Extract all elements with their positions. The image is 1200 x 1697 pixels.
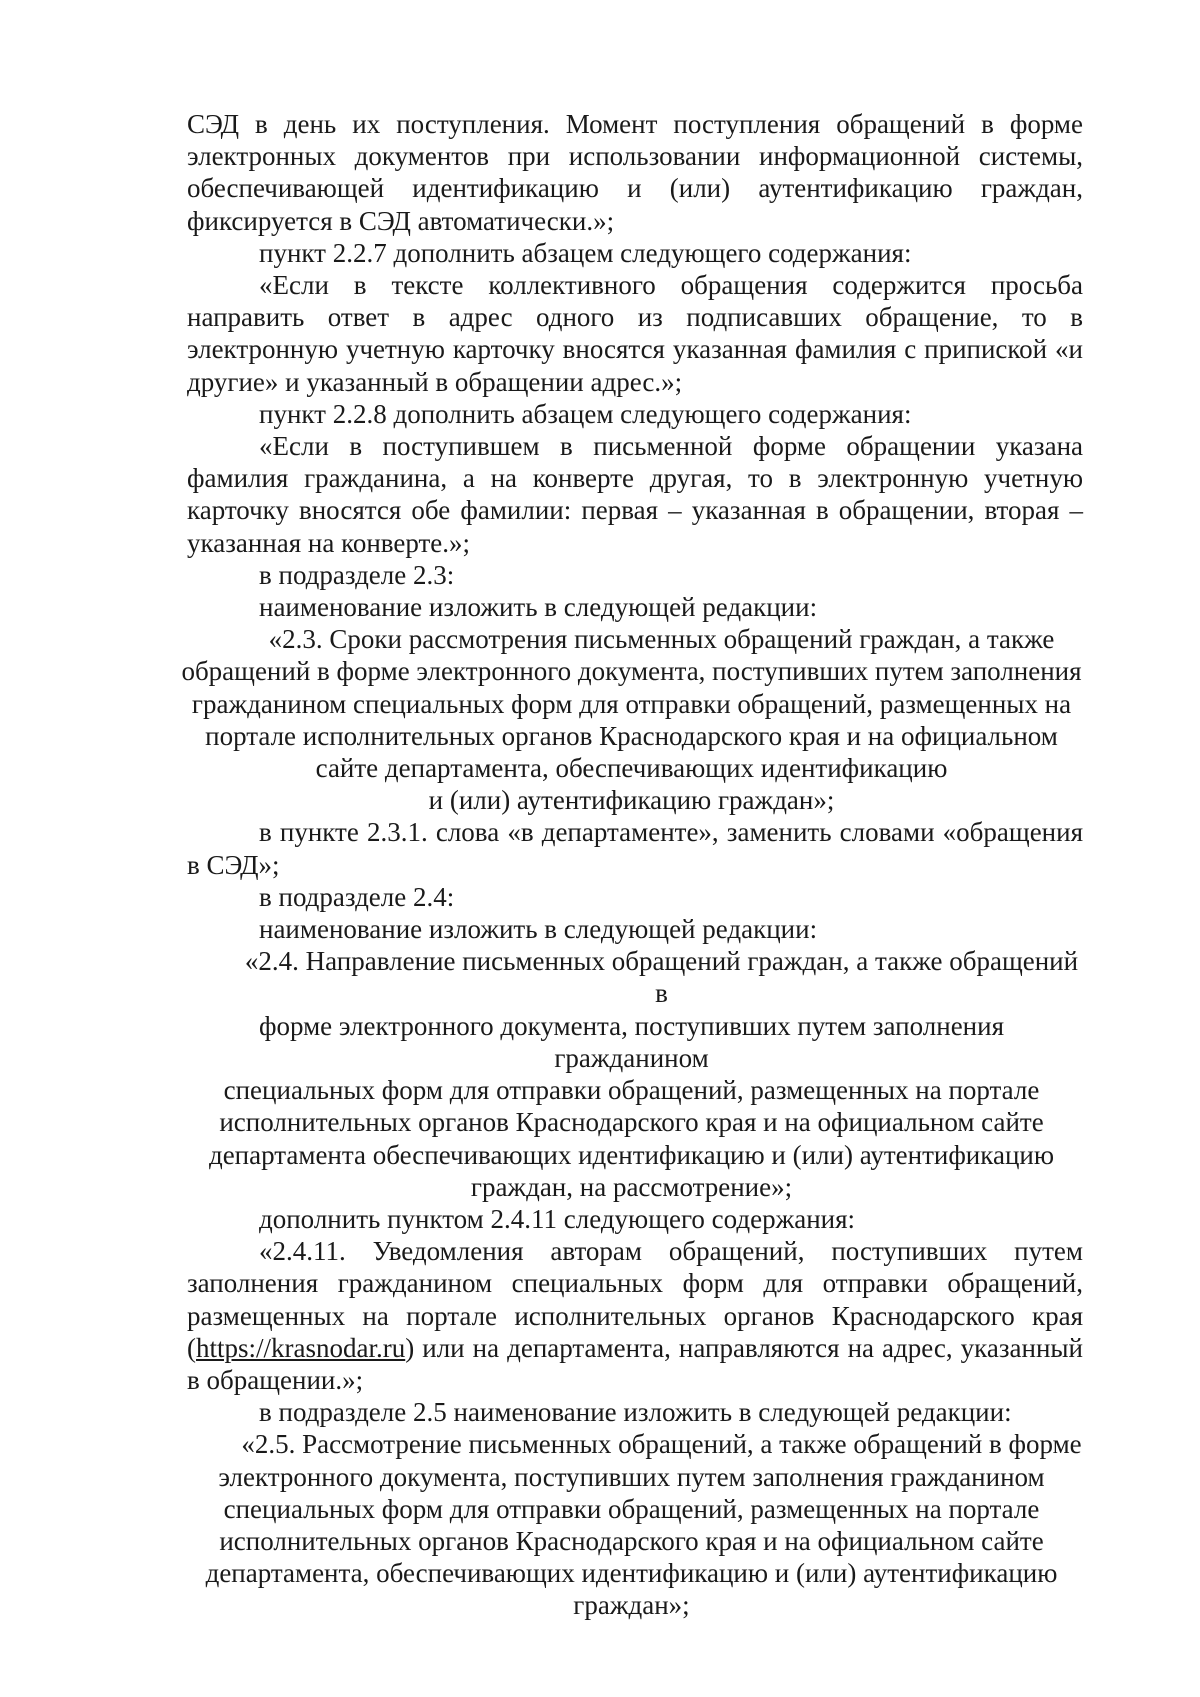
paragraph-surnames: «Если в поступившем в письменной форме обращении указана фамилия гражданина, а на конверте другая, то в электронную учетную карточку вносятся обе фамилии: первая – указанная в обращении, вторая – указанная на конверте.»; [187, 431, 1083, 558]
heading-2-4-line: специальных форм для отправки обращений, размещенных на портале [223, 1075, 1040, 1106]
paragraph-subsection-2-3: в подразделе 2.3: [259, 559, 455, 590]
heading-2-3-line: гражданином специальных форм для отправки обращений, размещенных на [191, 688, 1072, 719]
heading-2-4-line: исполнительных органов Краснодарского края и на официальном сайте [219, 1107, 1044, 1138]
heading-2-4-line: граждан, на рассмотрение»; [470, 1171, 793, 1202]
heading-2-3 [180, 623, 1083, 816]
paragraph-collective-appeal: «Если в тексте коллективного обращения содержится просьба направить ответ в адрес одного из подписавших обращение, то в электронную учетную карточку вносятся указанная фамилия с припиской «и другие» и указанный в обращении адрес.»; [187, 270, 1083, 397]
heading-2-5-line: департамента, обеспечивающих идентификацию и (или) аутентификацию [205, 1558, 1058, 1589]
heading-2-5-line: граждан»; [573, 1590, 690, 1621]
heading-2-4-line: форме электронного документа, поступивших путем заполнения гражданином [258, 1010, 1005, 1073]
heading-2-5-line: «2.5. Рассмотрение письменных обращений, а также обращений в форме [241, 1429, 1082, 1460]
krasnodar-portal-link[interactable]: https://krasnodar.ru [196, 1332, 406, 1363]
heading-2-5 [180, 1428, 1083, 1621]
item-2-4-11-text-start: «2.4.11. Уведомления авторам обращений, поступивших путем заполнения гражданином специальных форм для отправки обращений, размещенных на портале исполнительных органов Краснодарского края ( [187, 1236, 1083, 1363]
paragraph-item-2-2-8: пункт 2.2.8 дополнить абзацем следующего содержания: [259, 398, 912, 429]
paragraph-subsection-2-4: в подразделе 2.4: [259, 881, 455, 912]
paragraph-item-2-4-11 [187, 1235, 1083, 1396]
heading-2-3-line: обращений в форме электронного документа, поступивших путем заполнения [181, 656, 1082, 687]
heading-2-5-line: электронного документа, поступивших путем заполнения гражданином [218, 1461, 1045, 1492]
heading-2-4 [180, 945, 1083, 1203]
heading-2-3-line: «2.3. Сроки рассмотрения письменных обращений граждан, а также [268, 624, 1055, 655]
item-2-4-11-text-end: ) или на департамента, направляются на адрес, указанный в обращении.»; [187, 1332, 1083, 1395]
heading-2-3-line: и (или) аутентификацию граждан»; [428, 785, 835, 816]
heading-2-5-line: исполнительных органов Краснодарского края и на официальном сайте [219, 1525, 1044, 1556]
heading-2-4-line: департамента обеспечивающих идентификацию и (или) аутентификацию [208, 1139, 1055, 1170]
heading-2-3-line: сайте департамента, обеспечивающих идентификацию [315, 753, 948, 784]
paragraph-title-wording-2-3: наименование изложить в следующей редакции: [259, 592, 818, 623]
heading-2-4-line: «2.4. Направление письменных обращений граждан, а также обращений в [244, 946, 1079, 1009]
heading-2-3-line: портале исполнительных органов Краснодарского края и на официальном [205, 720, 1058, 751]
paragraph-add-item-2-4-11: дополнить пунктом 2.4.11 следующего содержания: [259, 1203, 856, 1234]
paragraph-item-2-2-7: пункт 2.2.7 дополнить абзацем следующего содержания: [259, 237, 912, 268]
paragraph-subsection-2-5: в подразделе 2.5 наименование изложить в следующей редакции: [259, 1397, 1012, 1428]
paragraph-item-2-3-1: в пункте 2.3.1. слова «в департаменте», заменить словами «обращения в СЭД»; [187, 817, 1083, 880]
paragraph-title-wording-2-4: наименование изложить в следующей редакции: [259, 914, 818, 945]
heading-2-5-line: специальных форм для отправки обращений, размещенных на портале [223, 1493, 1040, 1524]
paragraph-sed-registration: СЭД в день их поступления. Момент поступления обращений в форме электронных документов при использовании информационной системы, обеспечивающей идентификацию и (или) аутентификацию граждан, фиксируется в СЭД автоматически.»; [187, 109, 1083, 236]
